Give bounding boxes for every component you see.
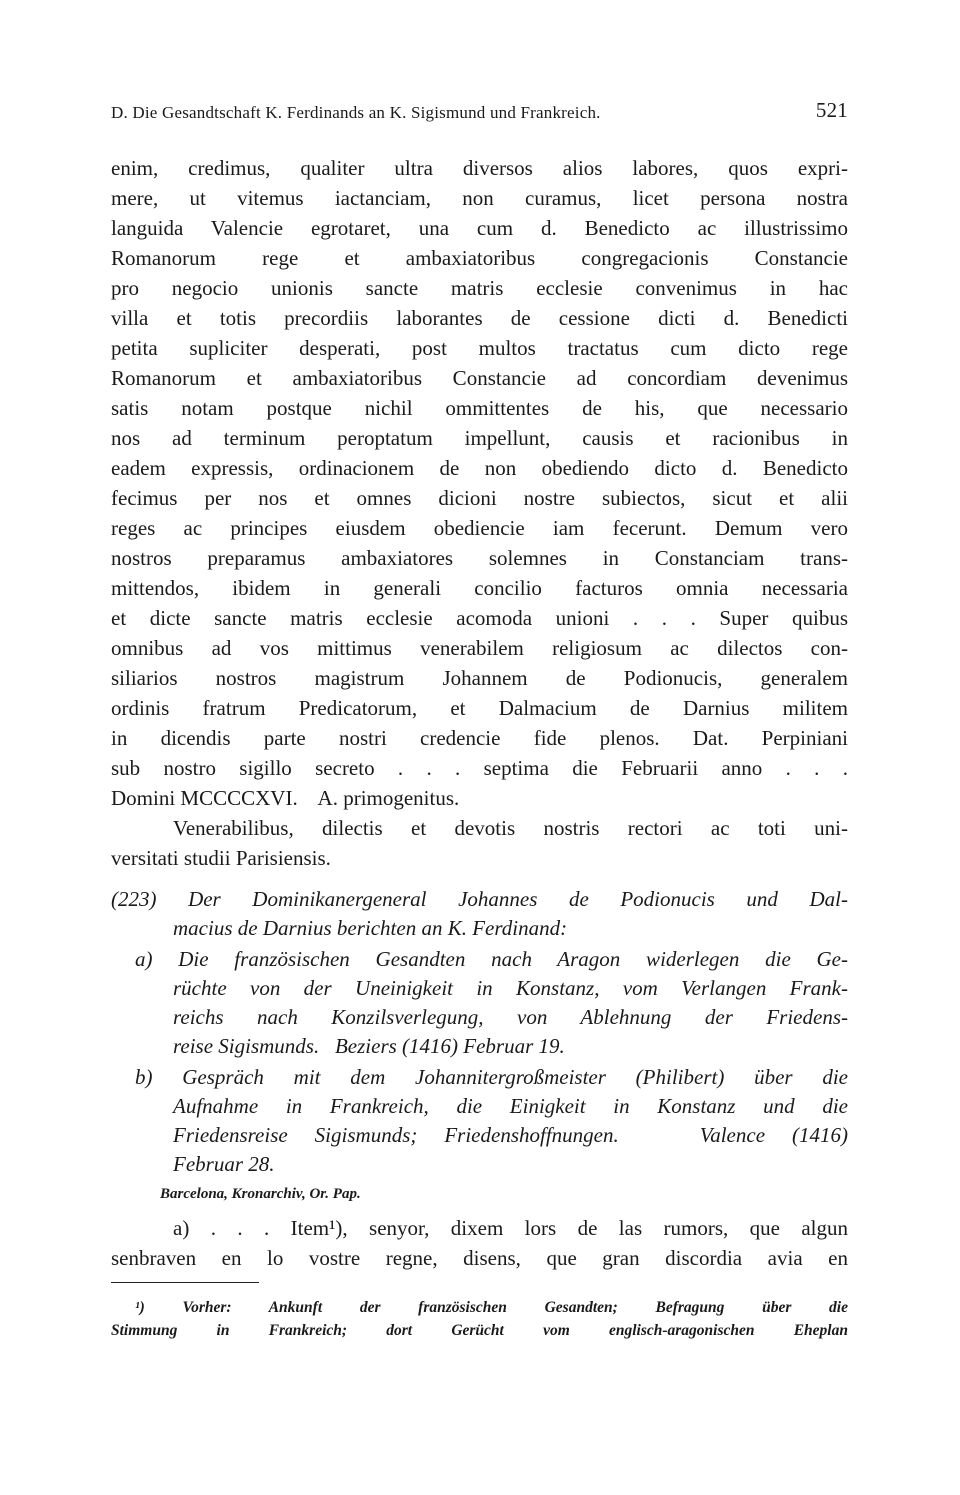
entry-heading-line: macius de Darnius berichten an K. Ferdinand: [173,916,568,940]
letter-line: pro negocio unionis sancte matris ecclesie convenimus in hac [111,276,848,300]
letter-line: siliarios nostros magistrum Johannem de Podionucis, generalem [111,666,848,690]
letter-line: Romanorum et ambaxiatoribus Constancie ad concordiam devenimus [111,366,848,390]
entry-summary-line: Friedensreise Sigismunds; Friedenshoffnungen. Valence (1416) [173,1123,848,1147]
footnote-line: Stimmung in Frankreich; dort Gerücht vom englisch-aragonischen Eheplan [111,1322,848,1339]
footnote-rule [111,1282,259,1283]
letter-line: et dicte sancte matris ecclesie acomoda unioni . . . Super quibus [111,606,848,630]
letter-line: nostros preparamus ambaxiatores solemnes in Constanciam trans- [111,546,848,570]
page-number: 521 [815,98,848,122]
entry-summary-line: a) Die französischen Gesandten nach Aragon widerlegen die Ge- [135,947,848,971]
letter-line: Domini MCCCCXVI. A. primogenitus. [111,786,460,810]
letter-line: fecimus per nos et omnes dicioni nostre subiectos, sicut et alii [111,486,848,510]
text-line: a) . . . Item¹), senyor, dixem lors de las rumors, que algun [173,1216,848,1240]
entry-summary-line: Februar 28. [173,1152,275,1176]
address-line: Venerabilibus, dilectis et devotis nostris rectori ac toti uni- [173,816,848,840]
letter-line: nos ad terminum peroptatum impellunt, causis et racionibus in [111,426,848,450]
letter-line: petita supliciter desperati, post multos tractatus cum dicto rege [111,336,848,360]
footnote-line: ¹) Vorher: Ankunft der französischen Gesandten; Befragung über die [135,1299,848,1316]
letter-line: satis notam postque nichil ommittentes de his, que necessario [111,396,848,420]
entry-summary-line: b) Gespräch mit dem Johannitergroßmeister (Philibert) über die [135,1065,848,1089]
entry-summary-line: Aufnahme in Frankreich, die Einigkeit in Konstanz und die [173,1094,848,1118]
letter-line: Romanorum rege et ambaxiatoribus congregacionis Constancie [111,246,848,270]
letter-line: sub nostro sigillo secreto . . . septima die Februarii anno . . . [111,756,848,780]
letter-line: mere, ut vitemus iactanciam, non curamus, licet persona nostra [111,186,848,210]
letter-line: enim, credimus, qualiter ultra diversos alios labores, quos expri- [111,156,848,180]
entry-summary-line: reichs nach Konzilsverlegung, von Ablehnung der Friedens- [173,1005,848,1029]
letter-line: mittendos, ibidem in generali concilio facturos omnia necessaria [111,576,848,600]
letter-line: villa et totis precordiis laborantes de cessione dicti d. Benedicti [111,306,848,330]
letter-line: ordinis fratrum Predicatorum, et Dalmacium de Darnius militem [111,696,848,720]
letter-line: in dicendis parte nostri credencie fide plenos. Dat. Perpiniani [111,726,848,750]
letter-line: languida Valencie egrotaret, una cum d. Benedicto ac illustrissimo [111,216,848,240]
source-note: Barcelona, Kronarchiv, Or. Pap. [160,1186,361,1202]
address-line: versitati studii Parisiensis. [111,846,331,870]
running-head [111,98,848,125]
entry-summary-line: rüchte von der Uneinigkeit in Konstanz, vom Verlangen Frank- [173,976,848,1000]
entry-summary-line: reise Sigismunds. Beziers (1416) Februar 19. [173,1034,565,1058]
letter-line: eadem expressis, ordinacionem de non obediendo dicto d. Benedicto [111,456,848,480]
entry-heading-line: (223) Der Dominikanergeneral Johannes de Podionucis und Dal- [111,887,848,911]
letter-line: omnibus ad vos mittimus venerabilem religiosum ac dilectos con- [111,636,848,660]
letter-line: reges ac principes eiusdem obediencie iam fecerunt. Demum vero [111,516,848,540]
text-line: senbraven en lo vostre regne, disens, que gran discordia avia en [111,1246,848,1270]
running-head-title: D. Die Gesandtschaft K. Ferdinands an K. Sigismund und Frankreich. [111,103,601,122]
